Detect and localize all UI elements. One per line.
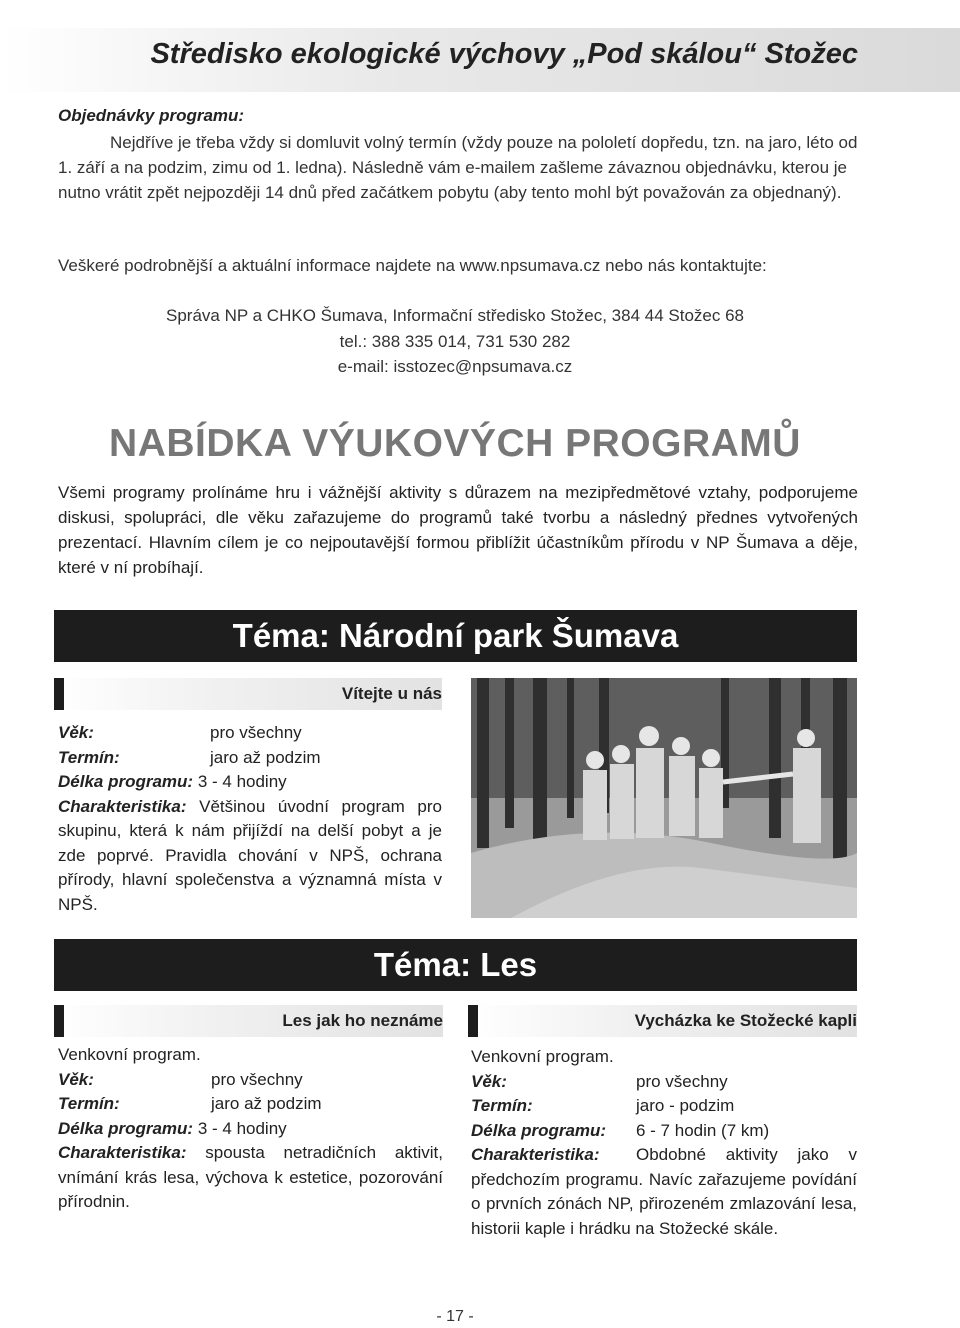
- offer-text: Všemi programy prolínáme hru i vážnější aktivity s důrazem na mezipředmětové vztahy, podporujeme diskusi, spolupráci, dle věku zařazujeme do programů také tvorbu a následný přednes vytvořených prezentací. Hlavním cílem je co nejpoutavější formou přiblížit účastníkům přírodu v NP Šumava a děje, které v ní probíhají.: [58, 483, 858, 577]
- contact-email: e-mail: isstozec@npsumava.cz: [337, 357, 573, 376]
- program-header-forest: [54, 1005, 443, 1037]
- term-label: Termín:: [58, 747, 120, 767]
- characteristics-text: Obdobné aktivity jako v předchozím programu. Navíc zařazujeme povídání o prvních zónách NP, přirozeném zmlazování lesa, historii kaple i hrádku na Stožecké skále.: [471, 1145, 857, 1238]
- program-intro: Venkovní program.: [58, 1045, 201, 1064]
- order-text: Nejdříve je třeba vždy si domluvit volný termín (vždy pouze na pololetí dopředu, tzn. na jaro, léto od 1. září a na podzim, zimu od 1. ledna). Následně vám e-mailem zašleme závaznou objednávku, kterou je nutno vrátit zpět nejpozději 14 dnů před začátkem pobytu (aby tento mohl být považován za objednaný).: [58, 133, 858, 202]
- program-marker: [54, 1005, 64, 1037]
- characteristics-label: Charakteristika:: [58, 796, 187, 816]
- page-number: - 17 -: [436, 1308, 474, 1325]
- theme-title: Téma: Les: [373, 946, 538, 983]
- age-label: Věk:: [471, 1071, 507, 1091]
- contact-address: Správa NP a CHKO Šumava, Informační středisko Stožec, 384 44 Stožec 68: [166, 306, 744, 325]
- term-value: jaro až podzim: [210, 747, 321, 767]
- program-header-chapel: [468, 1005, 857, 1037]
- theme-title: Téma: Národní park Šumava: [232, 617, 679, 654]
- term-value: jaro až podzim: [211, 1094, 322, 1113]
- length-value: 3 - 4 hodiny: [197, 772, 287, 791]
- order-label: Objednávky programu:: [58, 106, 245, 125]
- program-details-chapel: [471, 1045, 857, 1241]
- group-activity-photo: [471, 678, 857, 918]
- characteristics-text: Většinou úvodní program pro skupinu, která k nám přijíždí na delší pobyt a je zde poprvé. Pravidla chování v NPŠ, ochrana přírody, hlavní společenstva a významná místa v NPŠ.: [58, 796, 442, 914]
- program-title: Vycházka ke Stožecké kapli: [634, 1011, 857, 1030]
- details-text: Veškeré podrobnější a aktuální informace najdete na www.npsumava.cz nebo nás kontaktujte:: [58, 256, 767, 275]
- program-header-welcome: [54, 678, 442, 710]
- age-value: pro všechny: [636, 1071, 728, 1091]
- program-title: Vítejte u nás: [341, 684, 442, 703]
- length-label: Délka programu:: [58, 1118, 194, 1138]
- characteristics-label: Charakteristika:: [58, 1143, 187, 1162]
- length-value: 6 - 7 hodin (7 km): [636, 1120, 770, 1140]
- characteristics-text: spousta netradičních aktivit, vnímání krás lesa, výchova k estetice, pozorování přírodnin.: [58, 1143, 443, 1211]
- length-label: Délka programu:: [58, 772, 194, 791]
- age-value: pro všechny: [210, 723, 302, 742]
- age-label: Věk:: [58, 723, 94, 742]
- theme-banner-forest: [54, 939, 857, 991]
- length-value: 3 - 4 hodiny: [197, 1118, 287, 1138]
- length-label: Délka programu:: [471, 1120, 607, 1140]
- program-details-forest: [58, 1043, 443, 1215]
- theme-banner-national-park: [54, 610, 857, 662]
- term-label: Termín:: [58, 1094, 120, 1113]
- characteristics-label: Charakteristika:: [471, 1145, 600, 1164]
- program-marker: [468, 1005, 478, 1037]
- contact-phone: tel.: 388 335 014, 731 530 282: [339, 332, 571, 351]
- program-marker: [54, 678, 64, 710]
- page-title: Středisko ekologické výchovy „Pod skálou“ Stožec: [150, 38, 858, 70]
- age-label: Věk:: [58, 1069, 94, 1089]
- program-details-welcome: [58, 721, 442, 917]
- program-title: Les jak ho neznáme: [282, 1011, 443, 1030]
- age-value: pro všechny: [211, 1069, 303, 1089]
- term-label: Termín:: [471, 1096, 533, 1115]
- offer-heading: NABÍDKA VÝUKOVÝCH PROGRAMŮ: [109, 422, 801, 465]
- program-intro: Venkovní program.: [471, 1047, 614, 1066]
- term-value: jaro - podzim: [636, 1096, 735, 1115]
- photo-illustration: [471, 678, 857, 918]
